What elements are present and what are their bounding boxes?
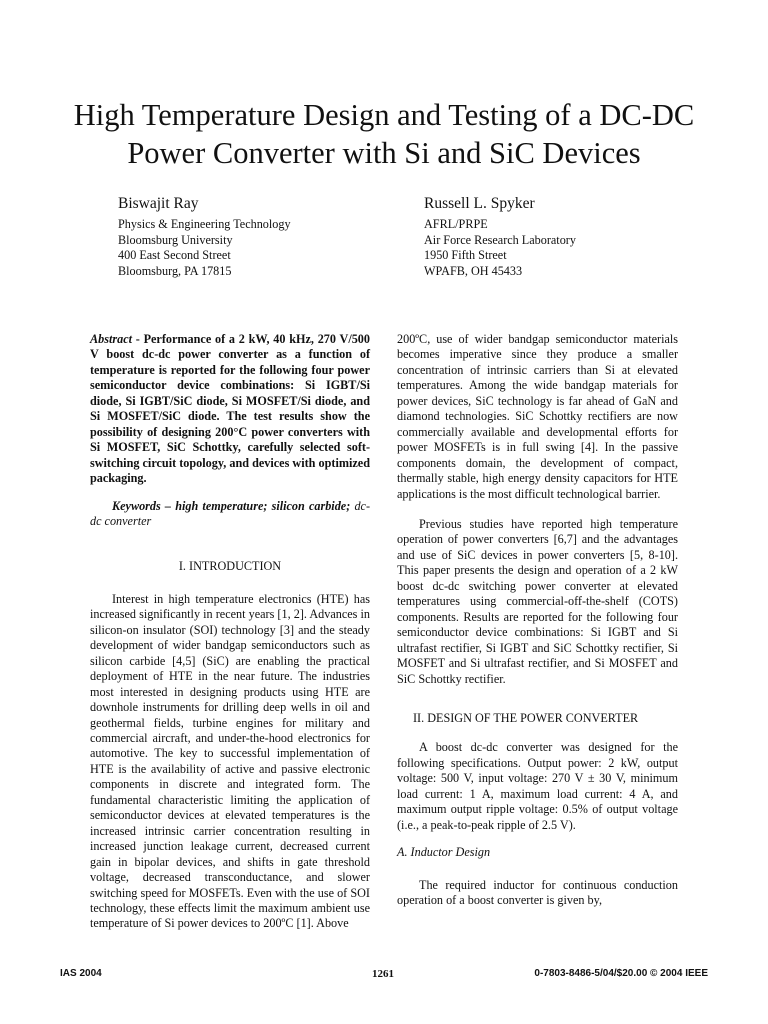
author-block-2	[424, 194, 576, 279]
author-name: Biswajit Ray	[118, 195, 199, 212]
keywords	[90, 499, 370, 530]
page-number: 1261	[372, 968, 394, 980]
abstract-text: - Performance of a 2 kW, 40 kHz, 270 V/500 V boost dc-dc power converter as a function of temperature is reported for the following four power semiconductor device combinations: Si IGBT/Si diode, Si IGBT/SiC diode, Si MOSFET/Si diode, and Si MOSFET/SiC diode. The test results show the possibility of designing 200°C power converters with Si MOSFET, SiC Schottky, carefully selected soft-switching circuit topology, and devices with optimized packaging.	[90, 332, 370, 486]
footer-copyright: 0-7803-8486-5/04/$20.00 © 2004 IEEE	[534, 968, 708, 979]
author-block-1	[118, 194, 291, 279]
title-line-1: High Temperature Design and Testing of a DC-DC	[73, 98, 695, 132]
abstract	[90, 332, 370, 487]
author-affiliation-line: Bloomsburg University	[118, 232, 233, 247]
design-paragraph-2: The required inductor for continuous conduction operation of a boost converter is given by,	[397, 877, 678, 908]
keywords-tail: dc-dc converter	[90, 498, 371, 528]
author-affiliation-line: AFRL/PRPE	[424, 217, 488, 231]
author-affiliation-line: Bloomsburg, PA 17815	[118, 263, 232, 278]
title-line-2: Power Converter with Si and SiC Devices	[127, 136, 641, 170]
intro-paragraph-2: Previous studies have reported high temperature operation of power converters [6,7] and the advantages and use of SiC devices in power converters [5, 8-10]. This paper presents the design and operation of a 2 kW boost dc-dc switching power converter at elevated temperatures using commercial-off-the-shelf (COTS) components. Results are reported for the following four semiconductor device combinations: Si IGBT and Si ultrafast rectifier, Si IGBT and SiC Schottky rectifier, Si MOSFET and Si ultrafast rectifier, and Si MOSFET and SiC Schottky rectifier.	[397, 516, 678, 686]
author-affiliation-line: 1950 Fifth Street	[424, 248, 507, 263]
right-column	[397, 332, 678, 909]
intro-paragraph-1: Interest in high temperature electronics (HTE) has increased significantly in recent years [1, 2]. Advances in silicon-on insulator (SOI) technology [3] and the steady development of wider bandgap semiconductors such as silicon carbide [4,5] (SiC) are enabling the practical deployment of HTE in the near future. The industries most interested in designing products using HTE are downhole instruments for drilling deep wells in oil and geothermal fields, turbine engines for military and commercial aircraft, and under-the-hood electronics for automotive. The key to successful implementation of HTE is the availability of active and passive electronic components in discrete and integrated form. The fundamental characteristic limiting the application of semiconductor devices at elevated temperatures is the increased intrinsic carrier concentration resulting in increased junction leakage current, decreased current gain in bipolar devices, and shifts in gate threshold voltage, decreased transconductance, and slower switching speed for MOSFETs. Even with the use of SOI technology, these effects limit the maximum ambient use temperature of Si power devices to 200ºC [1]. Above	[90, 591, 370, 931]
page-footer	[0, 968, 768, 984]
section-heading-design: II. DESIGN OF THE POWER CONVERTER	[413, 710, 639, 725]
intro-paragraph-1-continued: 200ºC, use of wider bandgap semiconductor materials becomes imperative since they produce a smaller concentration of intrinsic carriers than Si at elevated temperatures. Among the wide bandgap materials for power devices, SiC technology is far ahead of GaN and diamond technologies. SiC Schottky rectifiers are now commercially available and developmental efforts for power MOSFETs is in full swing [4]. In the passive components domain, the development of compact, thermally stable, high energy density capacitors for HTE applications is the most difficult technological barrier.	[397, 332, 678, 501]
abstract-label: Abstract	[90, 332, 132, 346]
author-affiliation-line: WPAFB, OH 45433	[424, 263, 523, 278]
paper-title	[0, 96, 768, 172]
keywords-label: Keywords – high temperature; silicon carbide;	[112, 498, 351, 513]
design-paragraph-1: A boost dc-dc converter was designed for the following specifications. Output power: 2 kW, output voltage: 500 V, input voltage: 270 V ± 30 V, minimum load current: 1 A, maximum load current: 4 A, and maximum output ripple voltage: 0.5% of output voltage (i.e., a peak-to-peak ripple of 2.5 V).	[397, 740, 678, 832]
author-affiliation-line: Physics & Engineering Technology	[118, 217, 291, 231]
section-heading-introduction: I. INTRODUCTION	[178, 559, 282, 574]
author-name: Russell L. Spyker	[424, 195, 535, 212]
author-affiliation-line: Air Force Research Laboratory	[424, 232, 576, 247]
author-affiliation-line: 400 East Second Street	[118, 248, 231, 263]
subsection-heading-inductor: A. Inductor Design	[397, 845, 491, 860]
footer-conference: IAS 2004	[60, 968, 102, 979]
left-column	[90, 332, 370, 932]
